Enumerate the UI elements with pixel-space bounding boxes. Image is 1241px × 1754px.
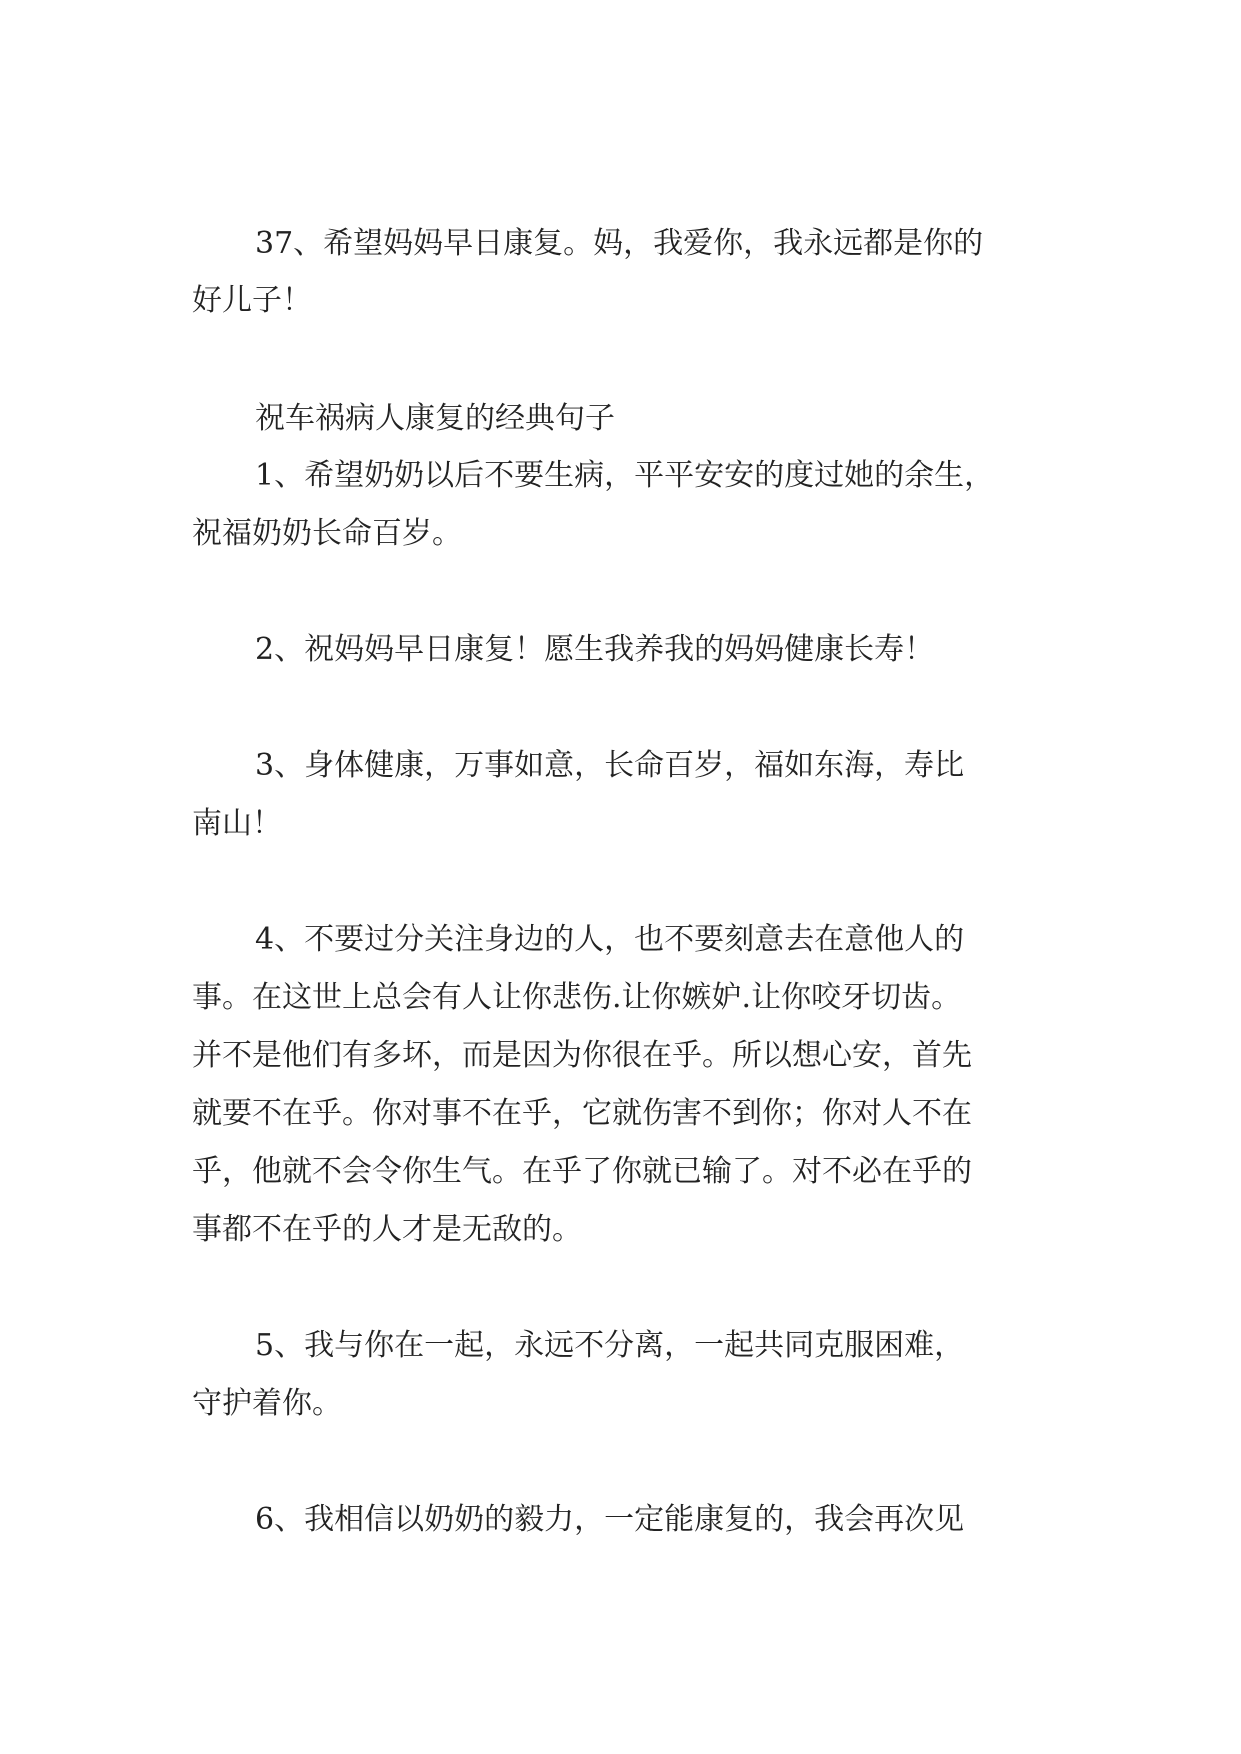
paragraph-3-line-1: 3、身体健康，万事如意，长命百岁，福如东海，寿比 xyxy=(255,748,965,783)
paragraph-37-line-1: 37、希望妈妈早日康复。妈，我爱你，我永远都是你的 xyxy=(255,226,984,261)
paragraph-4-line-5: 乎，他就不会令你生气。在乎了你就已输了。对不必在乎的 xyxy=(192,1154,972,1189)
paragraph-5-line-1: 5、我与你在一起，永远不分离，一起共同克服困难， xyxy=(255,1328,965,1363)
paragraph-37-line-2: 好儿子！ xyxy=(192,283,312,318)
paragraph-4-line-6: 事都不在乎的人才是无敌的。 xyxy=(192,1212,582,1247)
paragraph-4-line-2: 事。在这世上总会有人让你悲伤.让你嫉妒.让你咬牙切齿。 xyxy=(192,980,962,1015)
paragraph-1-line-1: 1、希望奶奶以后不要生病，平平安安的度过她的余生， xyxy=(255,458,995,493)
paragraph-1-line-2: 祝福奶奶长命百岁。 xyxy=(192,516,462,551)
paragraph-4-line-1: 4、不要过分关注身边的人，也不要刻意去在意他人的 xyxy=(255,922,965,957)
paragraph-5-line-2: 守护着你。 xyxy=(192,1386,342,1421)
paragraph-2-line-1: 2、祝妈妈早日康复！愿生我养我的妈妈健康长寿！ xyxy=(255,632,935,667)
paragraph-3-line-2: 南山！ xyxy=(192,806,282,841)
section-heading: 祝车祸病人康复的经典句子 xyxy=(255,401,615,436)
paragraph-4-line-4: 就要不在乎。你对事不在乎，它就伤害不到你；你对人不在 xyxy=(192,1096,972,1131)
paragraph-6-line-1: 6、我相信以奶奶的毅力，一定能康复的，我会再次见 xyxy=(255,1502,965,1537)
paragraph-4-line-3: 并不是他们有多坏，而是因为你很在乎。所以想心安，首先 xyxy=(192,1038,972,1073)
